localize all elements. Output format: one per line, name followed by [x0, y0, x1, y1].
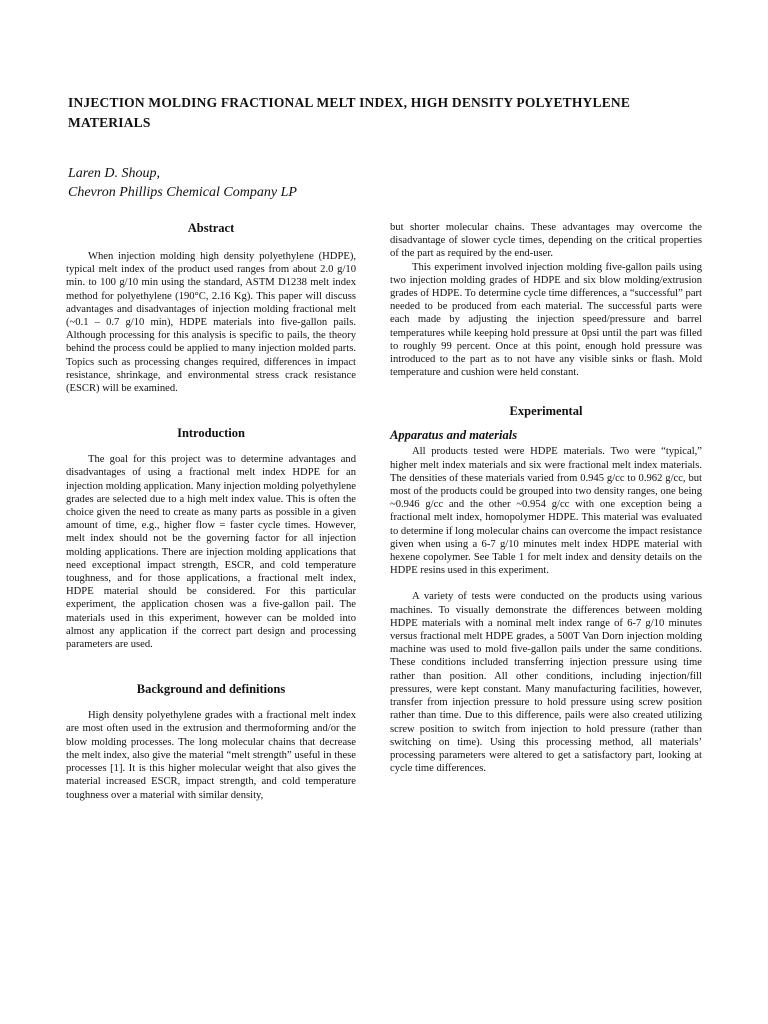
paragraph-gap [390, 577, 702, 590]
right-column [390, 221, 702, 775]
background-paragraph: High density polyethylene grades with a fractional melt index are most often used in the extrusion and thermoforming and/or the blow molding processes. The long molecular chains that decrease the melt index, also give the material “melt strength” useful in these processes [1]. It is this higher molecular weight that also gives the material increased ESCR, impact strength, and cold temperature toughness over a material with similar density, [66, 710, 356, 801]
continuation-paragraph: but shorter molecular chains. These advantages may overcome the disadvantage of slower cycle times, depending on the critical properties of the part as required by the end-user. [390, 222, 702, 260]
background-heading: Background and definitions [136, 682, 286, 697]
author-name: Laren D. Shoup, [68, 166, 161, 181]
left-column [66, 218, 356, 802]
apparatus-paragraph: All products tested were HDPE materials. Two were “typical,” higher melt index materials and six were fractional melt index materials. The densities of these materials varied from 0.945 g/cc to 0.962 g/cc, but most of the products could be grouped into two density ranges, one being ~0.946 g/cc and the other ~0.954 g/cc with one exception being a fractional melt index, homopolymer HDPE. This material was evaluated to determine if long molecular chains can overcome the impact resistance given when using a 6-7 g/10 minutes melt index HDPE material with hexene copolymer. See Table 1 for melt index and density details on the HDPE resins used in this experiment. [390, 446, 702, 577]
introduction-heading: Introduction [177, 426, 245, 441]
apparatus-subheading: Apparatus and materials [390, 428, 518, 443]
author-block [68, 164, 468, 202]
abstract-heading: Abstract [187, 221, 235, 235]
abstract-paragraph: When injection molding high density polyethylene (HDPE), typical melt index of the product used ranges from about 2.0 g/10 min. to 100 g/10 min using the standard, ASTM D1238 melt index method for polyethylene (190°C, 2.16 Kg). This paper will discuss advantages and disadvantages of injection molding fractional melt (~0.1 – 0.7 g/10 min), HDPE materials into five-gallon pails. Although processing for this analysis is specific to pails, the theory behind the process could be applied to many injection molded parts. Topics such as processing changes required, differences in impact resistance, shrinkage, and environmental stress crack resistance (ESCR) will be examined. [66, 251, 356, 395]
author-affiliation: Chevron Phillips Chemical Company LP [68, 185, 297, 200]
tests-paragraph: A variety of tests were conducted on the products using various machines. To visually demonstrate the differences between molding HDPE materials with a nominal melt index range of 6-7 g/10 minutes versus fractional melt HDPE grades, a 500T Van Dorn injection molding machine was used to mold five-gallon pails under the same conditions. These conditions included transferring injection pressure using time rather than position. All other conditions, including injection/fill pressures, were kept constant. Many manufacturing facilities, however, transfer from injection pressure to hold pressure using screw position rather than time. Due to this difference, pails were also created utilizing screw position to switch from injection to hold pressure (rather than switching on time). Using this processing method, all materials’ processing parameters were altered to get a satisfactory part, looking at cycle time differences. [390, 591, 702, 775]
experiment-overview-paragraph: This experiment involved injection molding five-gallon pails using two injection molding grades of HDPE and six blow molding/extrusion grades of HDPE. To determine cycle time differences, a “successful” part needed to be produced from each material. The successful parts were each made by adjusting the injection speed/pressure and barrel temperatures while keeping hold pressure at 0psi until the part was filled to roughly 99 percent. Once at this point, enough hold pressure was introduced to the part as to not have any visible sinks or flash. Mold temperature and cushion were held constant. [390, 261, 702, 379]
paper-title: INJECTION MOLDING FRACTIONAL MELT INDEX, HIGH DENSITY POLYETHYLENE MATERIALS [68, 95, 631, 130]
experimental-heading: Experimental [509, 404, 583, 419]
introduction-paragraph: The goal for this project was to determine advantages and disadvantages of using a fractional melt index HDPE for an injection molding application. Many injection molding polyethylene grades are selected due to a high melt index value. This is often the choice given the need to create as many parts as possible in a given amount of time, e.g., higher flow = faster cycle times. However, melt index should not be the governing factor for all injection molding applications. There are injection molding applications that need exceptional impact strength, ESCR, and cold temperature toughness, and for those applications, a fractional melt index, HDPE material should be considered. For this particular experiment, the application chosen was a five-gallon pail. The materials used in this experiment, however can be molded into almost any application if the correct part design and processing parameters are used. [66, 454, 356, 651]
